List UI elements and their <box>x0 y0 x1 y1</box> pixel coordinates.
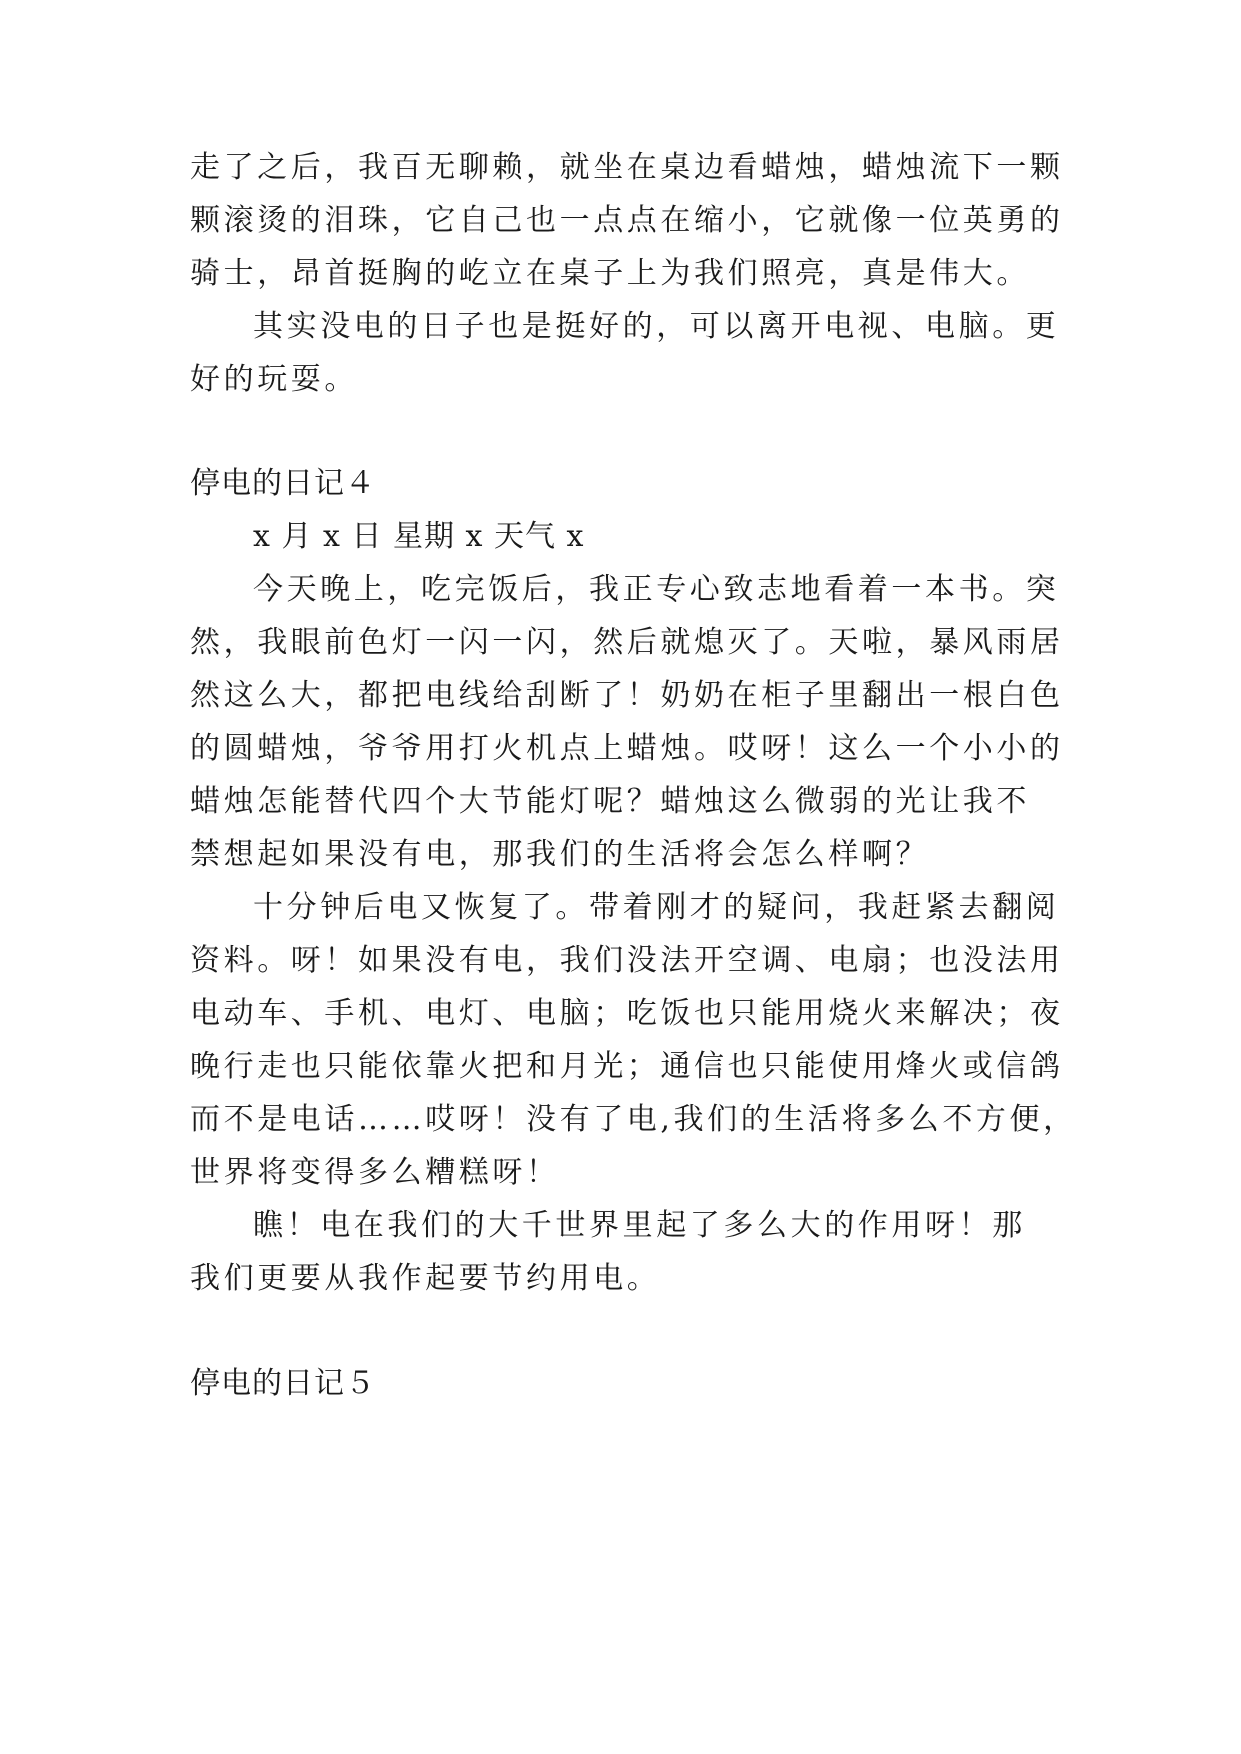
paragraph-line: 今天晚上，吃完饭后，我正专心致志地看着一本书。突 <box>253 572 1060 607</box>
paragraph-line: 世界将变得多么糟糕呀！ <box>190 1155 560 1190</box>
paragraph-line: 电动车、手机、电灯、电脑；吃饭也只能用烧火来解决；夜 <box>190 996 1064 1031</box>
paragraph-line: 颗滚烫的泪珠，它自己也一点点在缩小，它就像一位英勇的 <box>190 203 1064 238</box>
paragraph-line: 其实没电的日子也是挺好的，可以离开电视、电脑。更 <box>253 309 1060 344</box>
paragraph-line: 资料。呀！如果没有电，我们没法开空调、电扇；也没法用 <box>190 943 1064 978</box>
paragraph-line: 然，我眼前色灯一闪一闪，然后就熄灭了。天啦，暴风雨居 <box>190 625 1064 660</box>
date-weather-line: x 月 x 日 星期 x 天气 x <box>253 519 585 554</box>
paragraph-line: 我们更要从我作起要节约用电。 <box>190 1261 661 1296</box>
paragraph-line: 然这么大，都把电线给刮断了！奶奶在柜子里翻出一根白色 <box>190 678 1064 713</box>
paragraph-line: 骑士，昂首挺胸的屹立在桌子上为我们照亮，真是伟大。 <box>190 256 1030 291</box>
section-heading-4: 停电的日记４ <box>190 466 376 501</box>
paragraph-line: 蜡烛怎能替代四个大节能灯呢？蜡烛这么微弱的光让我不 <box>190 784 1030 819</box>
paragraph-line: 好的玩耍。 <box>190 362 358 397</box>
paragraph-line: 的圆蜡烛，爷爷用打火机点上蜡烛。哎呀！这么一个小小的 <box>190 731 1064 766</box>
section-heading-5: 停电的日记５ <box>190 1366 376 1401</box>
paragraph-line: 而不是电话……哎呀！没有了电,我们的生活将多么不方便， <box>190 1102 1077 1137</box>
paragraph-line: 走了之后，我百无聊赖，就坐在桌边看蜡烛，蜡烛流下一颗 <box>190 150 1064 185</box>
paragraph-line: 晚行走也只能依靠火把和月光；通信也只能使用烽火或信鸽 <box>190 1049 1064 1084</box>
paragraph-line: 十分钟后电又恢复了。带着刚才的疑问，我赶紧去翻阅 <box>253 890 1060 925</box>
paragraph-line: 瞧！电在我们的大千世界里起了多么大的作用呀！那 <box>253 1208 1026 1243</box>
paragraph-line: 禁想起如果没有电，那我们的生活将会怎么样啊？ <box>190 837 930 872</box>
